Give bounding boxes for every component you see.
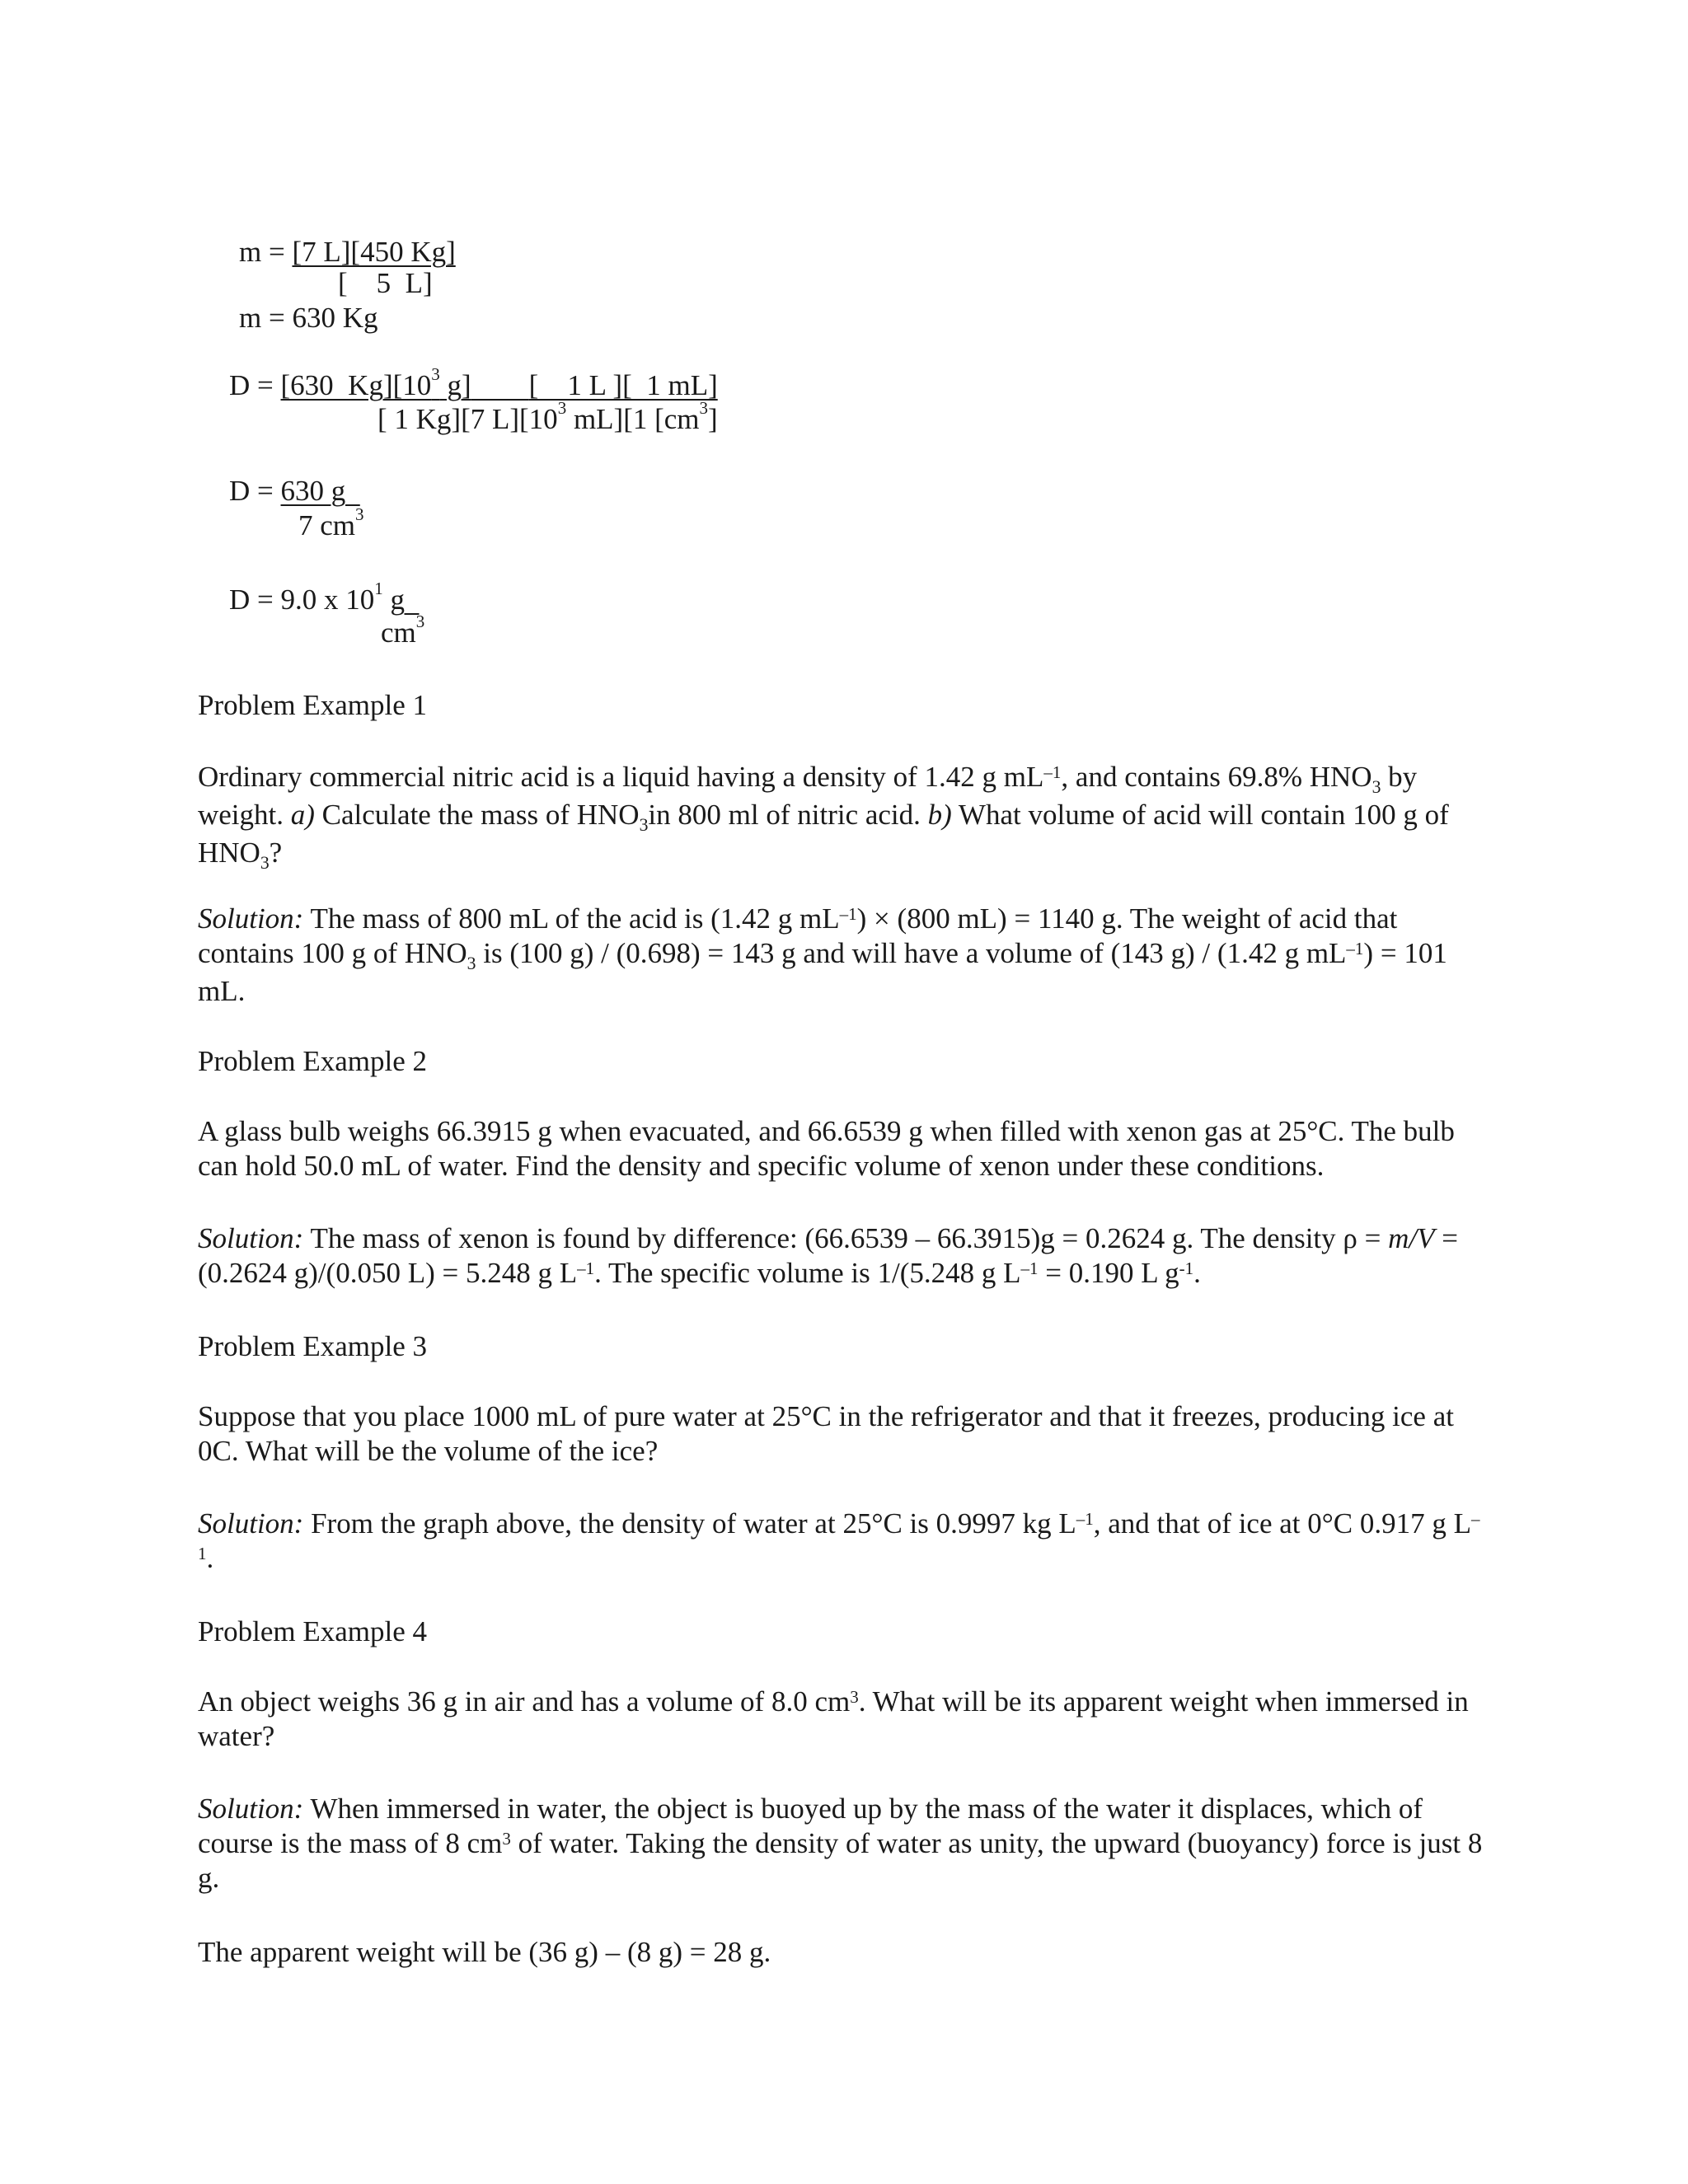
problem-4-conclusion: The apparent weight will be (36 g) – (8 g) = 28 g. xyxy=(198,1936,771,1968)
problem-1-heading: Problem Example 1 xyxy=(198,689,428,721)
density-equation-1-lhs: D = xyxy=(229,369,281,401)
problem-4-heading: Problem Example 4 xyxy=(198,1615,428,1647)
problem-1-question: Ordinary commercial nitric acid is a liquid having a density of 1.42 g $mL^{-1}$, and contains 69.8% $HNO_3$ by weight. a) Calculate the mass of $HNO_3in$ 800 ml of nitric acid. b) What volume of acid will contain 100 g of $HNO_3$? xyxy=(198,761,1449,873)
mass-equation-1-denominator: [ 5 L] xyxy=(338,267,433,299)
mass-equation-1 xyxy=(239,237,456,266)
density-equation-1-numerator-a: [630 $Kg][10^3$ g] xyxy=(280,364,471,401)
density-equation-2 xyxy=(229,476,360,505)
density-equation-2-lhs: D = xyxy=(229,475,281,507)
solution-label: Solution: xyxy=(198,1507,304,1540)
problem-3-heading: Problem Example 3 xyxy=(198,1330,428,1362)
density-equation-3-lhs: D = 9.0 x 10 xyxy=(229,583,375,616)
problem-2-heading: Problem Example 2 xyxy=(198,1045,428,1077)
density-equation-3-numerator: g xyxy=(390,583,420,616)
density-equation-1 xyxy=(229,364,718,401)
density-equation-1-denominator: [ 1 Kg][7 $L][10^3$ mL][1 $[cm^3]$ xyxy=(377,398,718,435)
density-equation-3-denominator: $cm^3$ xyxy=(381,612,425,649)
problem-3-question: Suppose that you place 1000 mL of pure water at 25°C in the refrigerator and that it freezes, producing ice at 0C. What will be the volume of the ice? xyxy=(198,1400,1454,1467)
mass-equation-2: m = 630 Kg xyxy=(239,302,378,334)
density-equation-1-numerator-b: [ 1 L ][ 1 mL] xyxy=(528,369,718,401)
density-equation-3: D = 9.0 x $10^1$ g xyxy=(229,579,420,616)
solution-label: Solution: xyxy=(198,1793,304,1825)
problem-3-solution: Solution: From the graph above, the density of water at 25°C is 0.9997 kg $L^{-1}$, and that of ice at 0°C 0.917 g $L^{-1}$. xyxy=(198,1507,1480,1574)
problem-2-question: A glass bulb weighs 66.3915 g when evacuated, and 66.6539 g when filled with xenon gas at 25°C. The bulb can hold 50.0 mL of water. Find the density and specific volume of xenon under these conditions. xyxy=(198,1115,1455,1182)
density-equation-2-numerator: 630 g xyxy=(280,475,360,507)
problem-4-solution: Solution: When immersed in water, the object is buoyed up by the mass of the water it displaces, which of course is the mass of 8 $cm^3$ of water. Taking the density of water as unity, the upward (buoyancy) force is just 8 g. xyxy=(198,1793,1483,1894)
mass-equation-1-lhs: m = xyxy=(239,236,293,268)
problem-2-solution: Solution: The mass of xenon is found by difference: (66.6539 – 66.3915)g = 0.2624 g. The density ρ = m/V = (0.2624 g)/(0.050 L) = 5.248 g $L^{-1}$. The specific volume is 1/(5.248 g $L^{-1} = 0.190$ L $g^{-1}$. xyxy=(198,1222,1458,1289)
mass-equation-1-numerator: [7 L][450 Kg] xyxy=(292,236,456,268)
problem-1-solution: Solution: The mass of 800 mL of the acid is (1.42 g $mL^{-1}) \times (800$ mL) = 1140 g. The weight of acid that contains 100 g of $HNO_3$ is (100 g) / (0.698) = 143 g and will have a volume of (143 g) / (1.42 g $mL^{-1}) = 101$ mL. xyxy=(198,902,1447,1007)
density-equation-2-denominator: 7 $cm^3$ xyxy=(298,504,364,541)
solution-label: Solution: xyxy=(198,1222,304,1254)
solution-label: Solution: xyxy=(198,902,304,935)
problem-4-question: An object weighs 36 g in air and has a volume of 8.0 $cm^3$. What will be its apparent weight when immersed in water? xyxy=(198,1685,1469,1752)
